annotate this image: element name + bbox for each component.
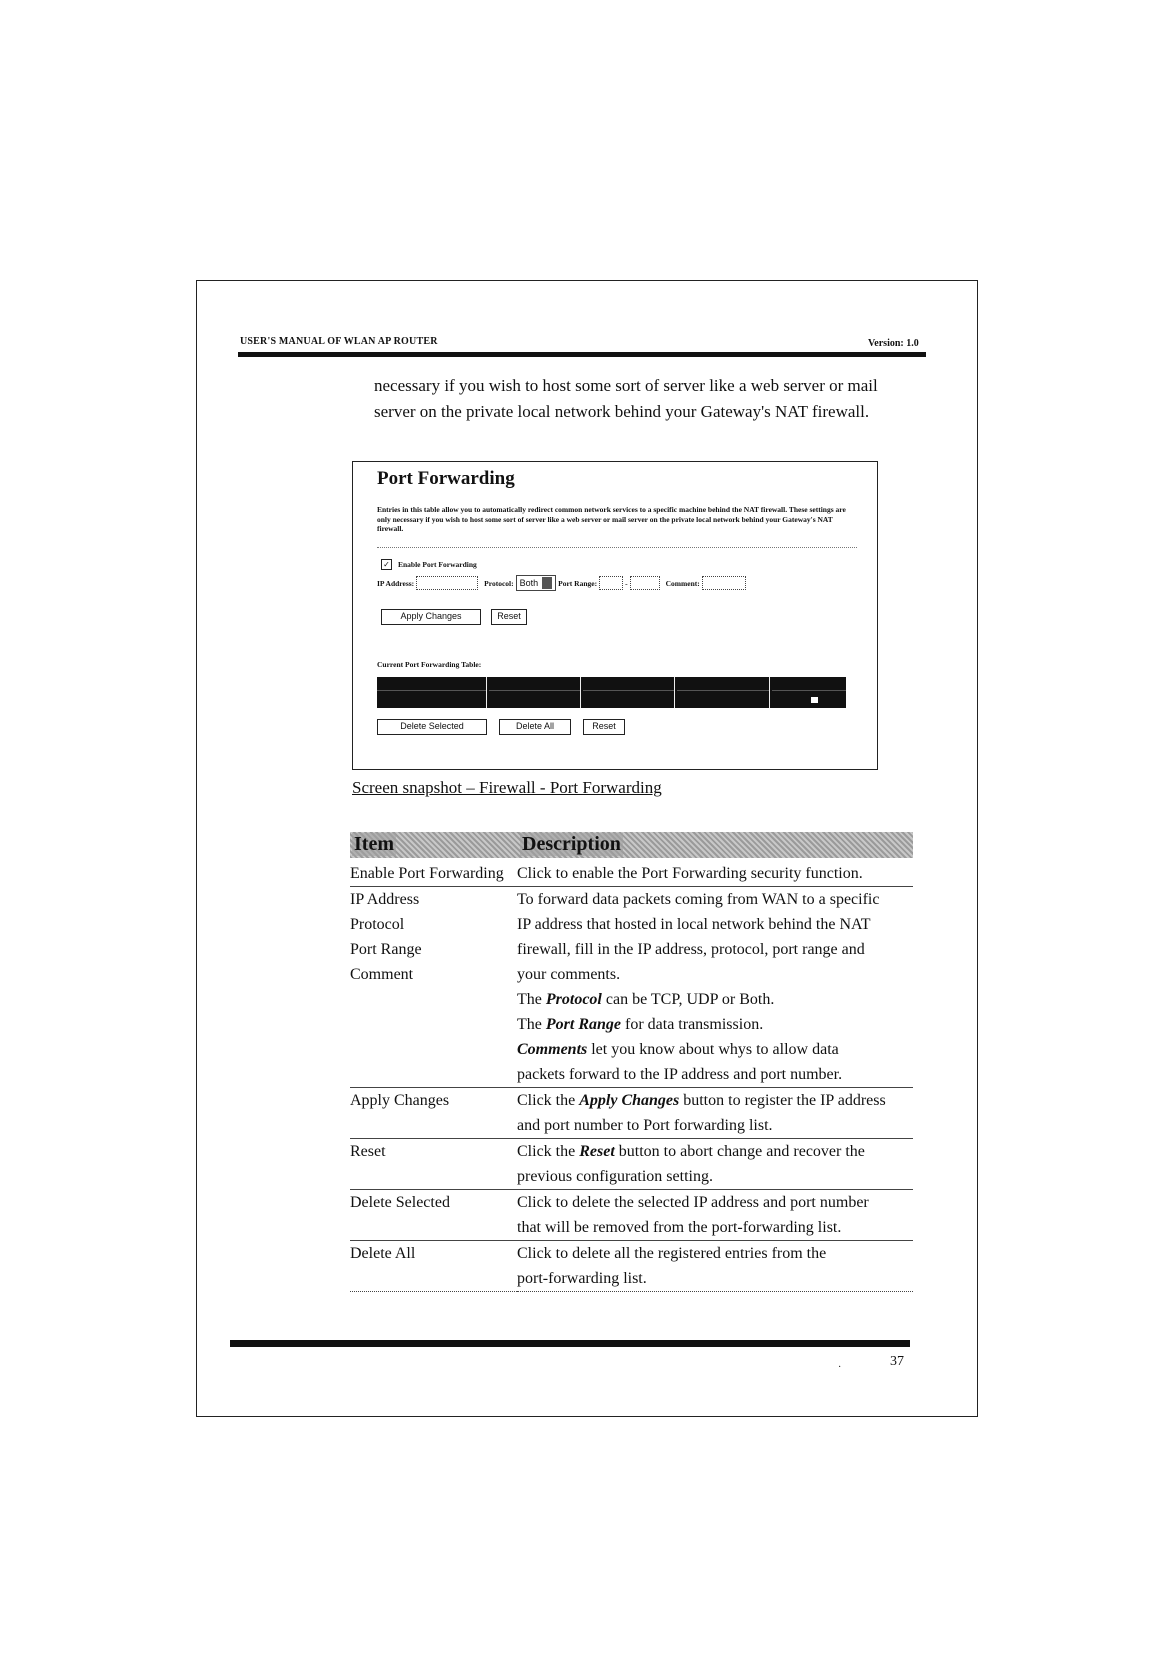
desc-line: your comments. bbox=[517, 966, 621, 983]
header-item: Item bbox=[354, 833, 394, 855]
intro-line: necessary if you wish to host some sort of server like a web server or mail bbox=[374, 376, 878, 395]
desc-line: that will be removed from the port-forwarding list. bbox=[517, 1219, 842, 1236]
desc-line: firewall, fill in the IP address, protocol, port range and bbox=[517, 941, 865, 958]
item-text: Port Range bbox=[350, 941, 422, 958]
desc-line: Click the Reset button to abort change and recover the bbox=[517, 1143, 865, 1160]
item-text: Protocol bbox=[350, 916, 405, 933]
desc-line: Click to delete all the registered entries from the bbox=[517, 1245, 827, 1262]
protocol-select[interactable] bbox=[516, 575, 557, 591]
intro-paragraph bbox=[374, 373, 914, 425]
port-range-label: Port Range: bbox=[558, 578, 598, 588]
page-number: 37 bbox=[890, 1354, 904, 1369]
table-column bbox=[583, 677, 675, 708]
ip-address-input[interactable] bbox=[416, 576, 478, 590]
item-text: Comment bbox=[350, 966, 414, 983]
intro-line: server on the private local network behind your Gateway's NAT firewall. bbox=[374, 402, 870, 421]
desc-cell bbox=[517, 1088, 913, 1139]
desc-cell bbox=[517, 1190, 913, 1241]
description-table bbox=[350, 861, 913, 1292]
table-column bbox=[377, 677, 487, 708]
item-cell: Delete Selected bbox=[350, 1190, 517, 1241]
item-cell: Apply Changes bbox=[350, 1088, 517, 1139]
item-cell: Enable Port Forwarding bbox=[350, 865, 504, 882]
desc-line: Comments let you know about whys to allow data bbox=[517, 1041, 839, 1058]
table-buttons bbox=[377, 719, 625, 735]
item-cell: Delete All bbox=[350, 1241, 517, 1292]
page-description: Entries in this table allow you to automatically redirect common network services to a specific machine behind the NAT firewall. These settings are only necessary if you wish to host some sort of server like a web server or mail server on the private local network behind your Gateway's NAT firewall. bbox=[377, 505, 846, 533]
table-column bbox=[677, 677, 769, 708]
dropdown-arrow-icon bbox=[542, 577, 552, 589]
divider bbox=[377, 547, 857, 548]
protocol-value: Both bbox=[519, 578, 539, 588]
reset-button[interactable]: Reset bbox=[491, 609, 527, 625]
enable-port-forwarding-checkbox[interactable]: ✓ bbox=[381, 559, 392, 570]
item-cell: Reset bbox=[350, 1139, 517, 1190]
comment-label: Comment: bbox=[665, 578, 700, 588]
table-row bbox=[350, 887, 913, 1088]
table-row bbox=[350, 1190, 913, 1241]
desc-line: To forward data packets coming from WAN to a specific bbox=[517, 891, 880, 908]
desc-line: and port number to Port forwarding list. bbox=[517, 1117, 773, 1134]
stray-dot: · bbox=[838, 1362, 842, 1373]
desc-line: IP address that hosted in local network behind the NAT bbox=[517, 916, 871, 933]
enable-row bbox=[381, 559, 477, 570]
manual-title: USER'S MANUAL OF WLAN AP ROUTER bbox=[240, 336, 438, 347]
desc-cell bbox=[517, 1139, 913, 1190]
port-range-to-input[interactable] bbox=[630, 576, 660, 590]
form-buttons bbox=[381, 609, 527, 625]
screenshot-port-forwarding bbox=[352, 461, 878, 770]
desc-line: Click to delete the selected IP address and port number bbox=[517, 1194, 869, 1211]
input-row bbox=[377, 575, 752, 591]
current-table-label: Current Port Forwarding Table: bbox=[377, 660, 482, 669]
header-rule bbox=[238, 352, 926, 357]
page-title: Port Forwarding bbox=[377, 468, 515, 489]
enable-port-forwarding-label: Enable Port Forwarding bbox=[398, 560, 477, 569]
desc-line: Click the Apply Changes button to register the IP address bbox=[517, 1092, 886, 1109]
table-row bbox=[350, 861, 913, 887]
table-row bbox=[350, 1241, 913, 1292]
delete-all-button[interactable]: Delete All bbox=[499, 719, 571, 735]
desc-line: packets forward to the IP address and port number. bbox=[517, 1066, 843, 1083]
table-column bbox=[489, 677, 581, 708]
reset-button-2[interactable]: Reset bbox=[583, 719, 625, 735]
apply-changes-button[interactable]: Apply Changes bbox=[381, 609, 481, 625]
item-cell bbox=[350, 887, 517, 1088]
desc-line: previous configuration setting. bbox=[517, 1168, 713, 1185]
table-column bbox=[772, 677, 846, 708]
comment-input[interactable] bbox=[702, 576, 746, 590]
delete-selected-button[interactable]: Delete Selected bbox=[377, 719, 487, 735]
description-table-header bbox=[350, 832, 913, 858]
version-label: Version: 1.0 bbox=[868, 338, 919, 349]
desc-cell: Click to enable the Port Forwarding security function. bbox=[517, 865, 863, 882]
header-description: Description bbox=[522, 833, 621, 855]
port-range-separator: - bbox=[625, 578, 628, 588]
ip-address-label: IP Address: bbox=[377, 578, 415, 588]
figure-caption: Screen snapshot – Firewall - Port Forwarding bbox=[352, 778, 662, 797]
footer-rule bbox=[230, 1340, 910, 1347]
desc-cell bbox=[517, 887, 913, 1088]
desc-cell bbox=[517, 1241, 913, 1292]
row-select-checkbox[interactable] bbox=[811, 697, 818, 703]
table-row bbox=[350, 1088, 913, 1139]
protocol-label: Protocol: bbox=[484, 578, 514, 588]
port-forwarding-table bbox=[377, 677, 846, 708]
item-text: IP Address bbox=[350, 891, 420, 908]
desc-line: port-forwarding list. bbox=[517, 1270, 647, 1287]
desc-line: The Protocol can be TCP, UDP or Both. bbox=[517, 991, 775, 1008]
desc-line: The Port Range for data transmission. bbox=[517, 1016, 764, 1033]
table-row bbox=[350, 1139, 913, 1190]
port-range-from-input[interactable] bbox=[599, 576, 623, 590]
